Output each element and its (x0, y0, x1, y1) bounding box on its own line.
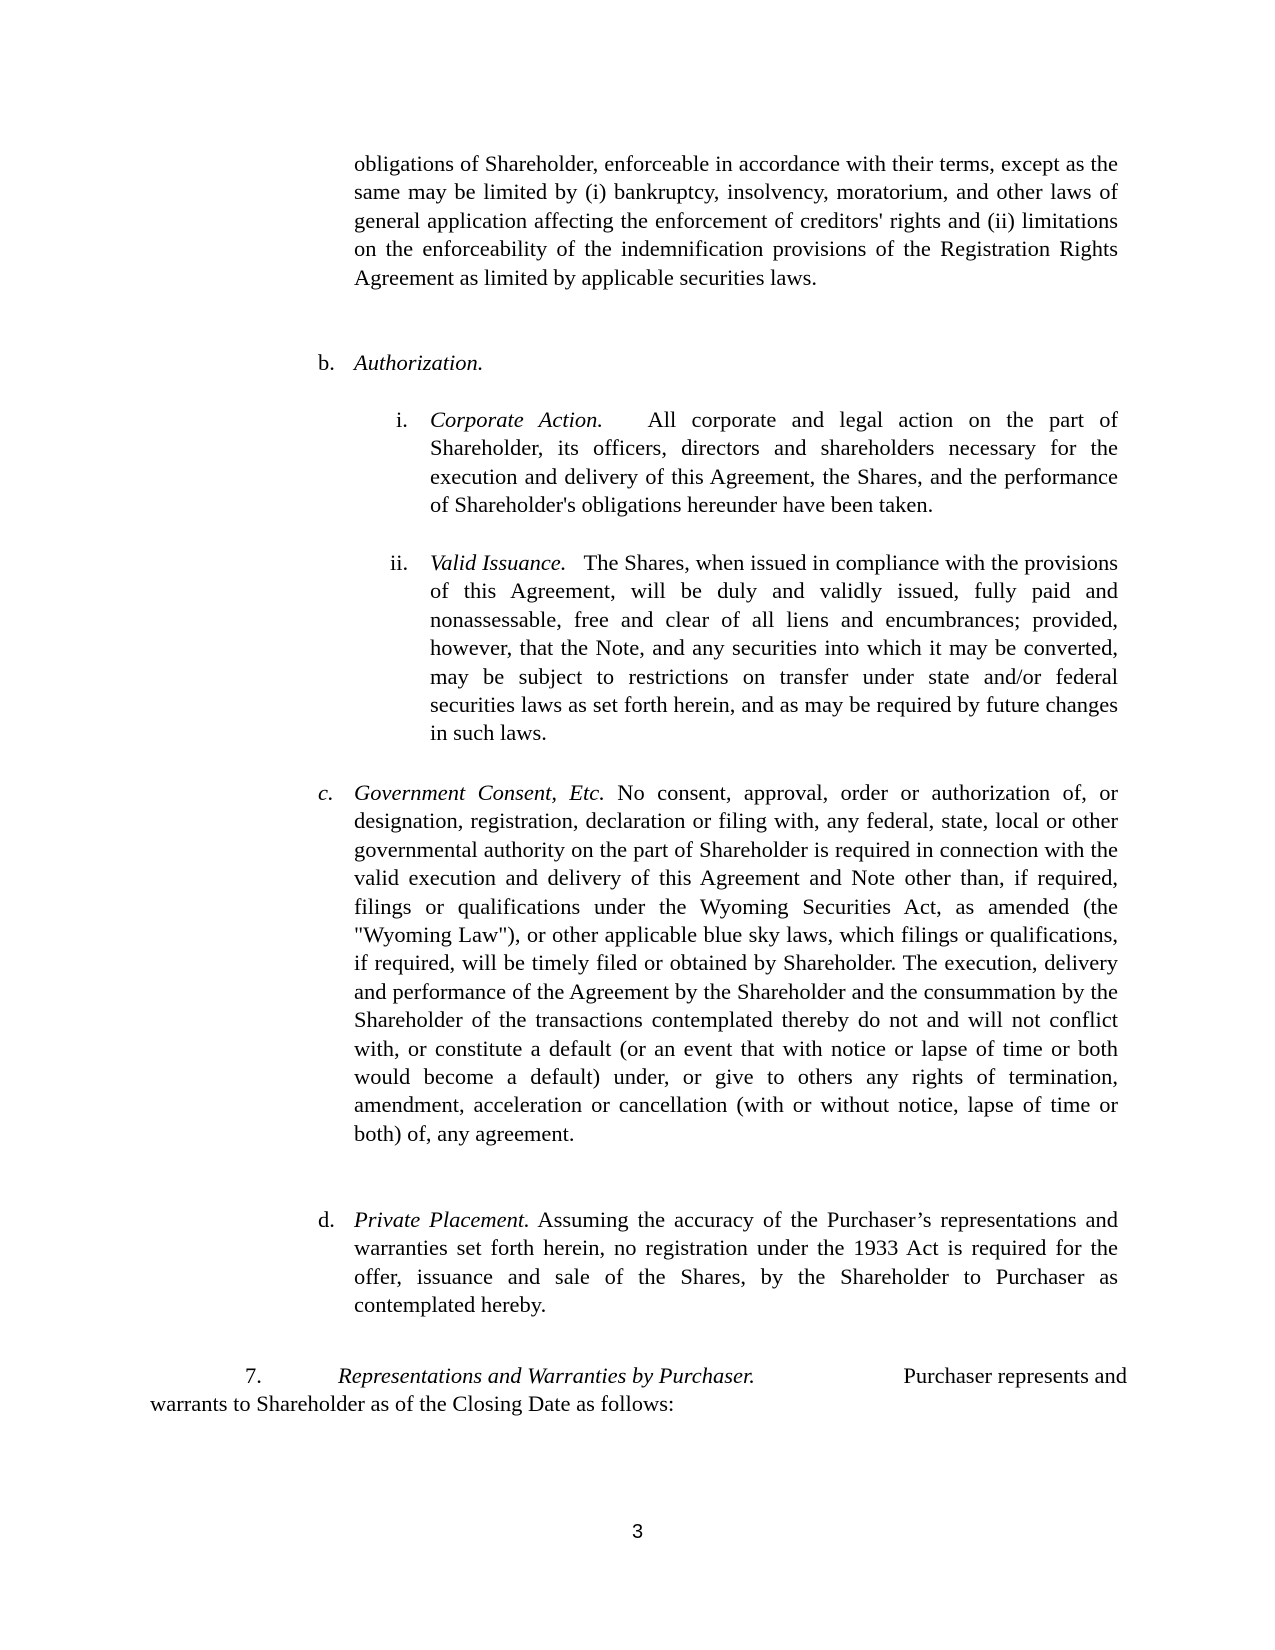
section-c-text: No consent, approval, order or authorization of, or designation, registration, declaration or filing with, any federal, state, local or other governmental authority on the part of Shareholder is required in connection with the valid execution and delivery of this Agreement and Note other than, if required, filings or qualifications under the Wyoming Securities Act, as amended (the "Wyoming Law"), or other applicable blue sky laws, which filings or qualifications, if required, will be timely filed or obtained by Shareholder. The execution, delivery and performance of the Agreement by the Shareholder and the consummation by the Shareholder of the transactions contemplated thereby do not and will not conflict with, or constitute a default (or an event that with notice or lapse of time or both would become a default) under, or give to others any rights of termination, amendment, acceleration or cancellation (with or without notice, lapse of time or both) of, any agreement. (354, 780, 1119, 1146)
section-7-number: 7. (245, 1363, 262, 1388)
section-b-i-marker: i. (396, 407, 408, 432)
continuation-paragraph (354, 150, 1118, 292)
section-7-first-line (150, 1362, 1127, 1390)
section-7-text-line2: warrants to Shareholder as of the Closing Date as follows: (150, 1391, 675, 1417)
section-b-ii-text: The Shares, when issued in compliance with the provisions of this Agreement, will be duly and validly issued, fully paid and nonassessable, free and clear of all liens and encumbrances; provided, however, that the Note, and any securities into which it may be converted, may be subject to restrictions on transfer under state and/or federal securities laws as set forth herein, and as may be required by future changes in such laws. (430, 550, 1119, 746)
section-c-paragraph (354, 779, 1118, 1148)
section-d-text: Assuming the accuracy of the Purchaser’s representations and warranties set forth herein, no registration under the 1933 Act is required for the offer, issuance and sale of the Shares, by the Shareholder to Purchaser as contemplated hereby. (354, 1207, 1118, 1318)
section-7-text-line1: Purchaser represents and (903, 1363, 1127, 1388)
section-d-heading: Private Placement. (354, 1207, 530, 1232)
section-b-i-paragraph (430, 406, 1118, 520)
section-b-ii-paragraph (430, 549, 1118, 748)
section-b-ii-marker: ii. (390, 550, 409, 575)
section-b-ii-heading: Valid Issuance. (430, 550, 567, 575)
section-d-paragraph (354, 1206, 1118, 1320)
section-7-heading: Representations and Warranties by Purchaser. (338, 1363, 755, 1388)
section-d-marker: d. (318, 1207, 335, 1232)
section-b-i-text: All corporate and legal action on the part of Shareholder, its officers, directors and shareholders necessary for the execution and delivery of this Agreement, the Shares, and the performance of Shareholder's obligations hereunder have been taken. (430, 407, 1118, 518)
continuation-text: obligations of Shareholder, enforceable in accordance with their terms, except as the same may be limited by (i) bankruptcy, insolvency, moratorium, and other laws of general application affecting the enforcement of creditors' rights and (ii) limitations on the enforceability of the indemnification provisions of the Registration Rights Agreement as limited by applicable securities laws. (354, 151, 1118, 290)
page-number: 3 (631, 1521, 644, 1543)
section-b-i-heading: Corporate Action. (430, 407, 603, 432)
section-b-marker: b. (318, 350, 335, 375)
section-c-marker: c. (318, 780, 334, 805)
section-c-heading: Government Consent, Etc. (354, 780, 605, 805)
section-7-paragraph (150, 1362, 1127, 1419)
section-b-heading: Authorization. (354, 350, 484, 375)
